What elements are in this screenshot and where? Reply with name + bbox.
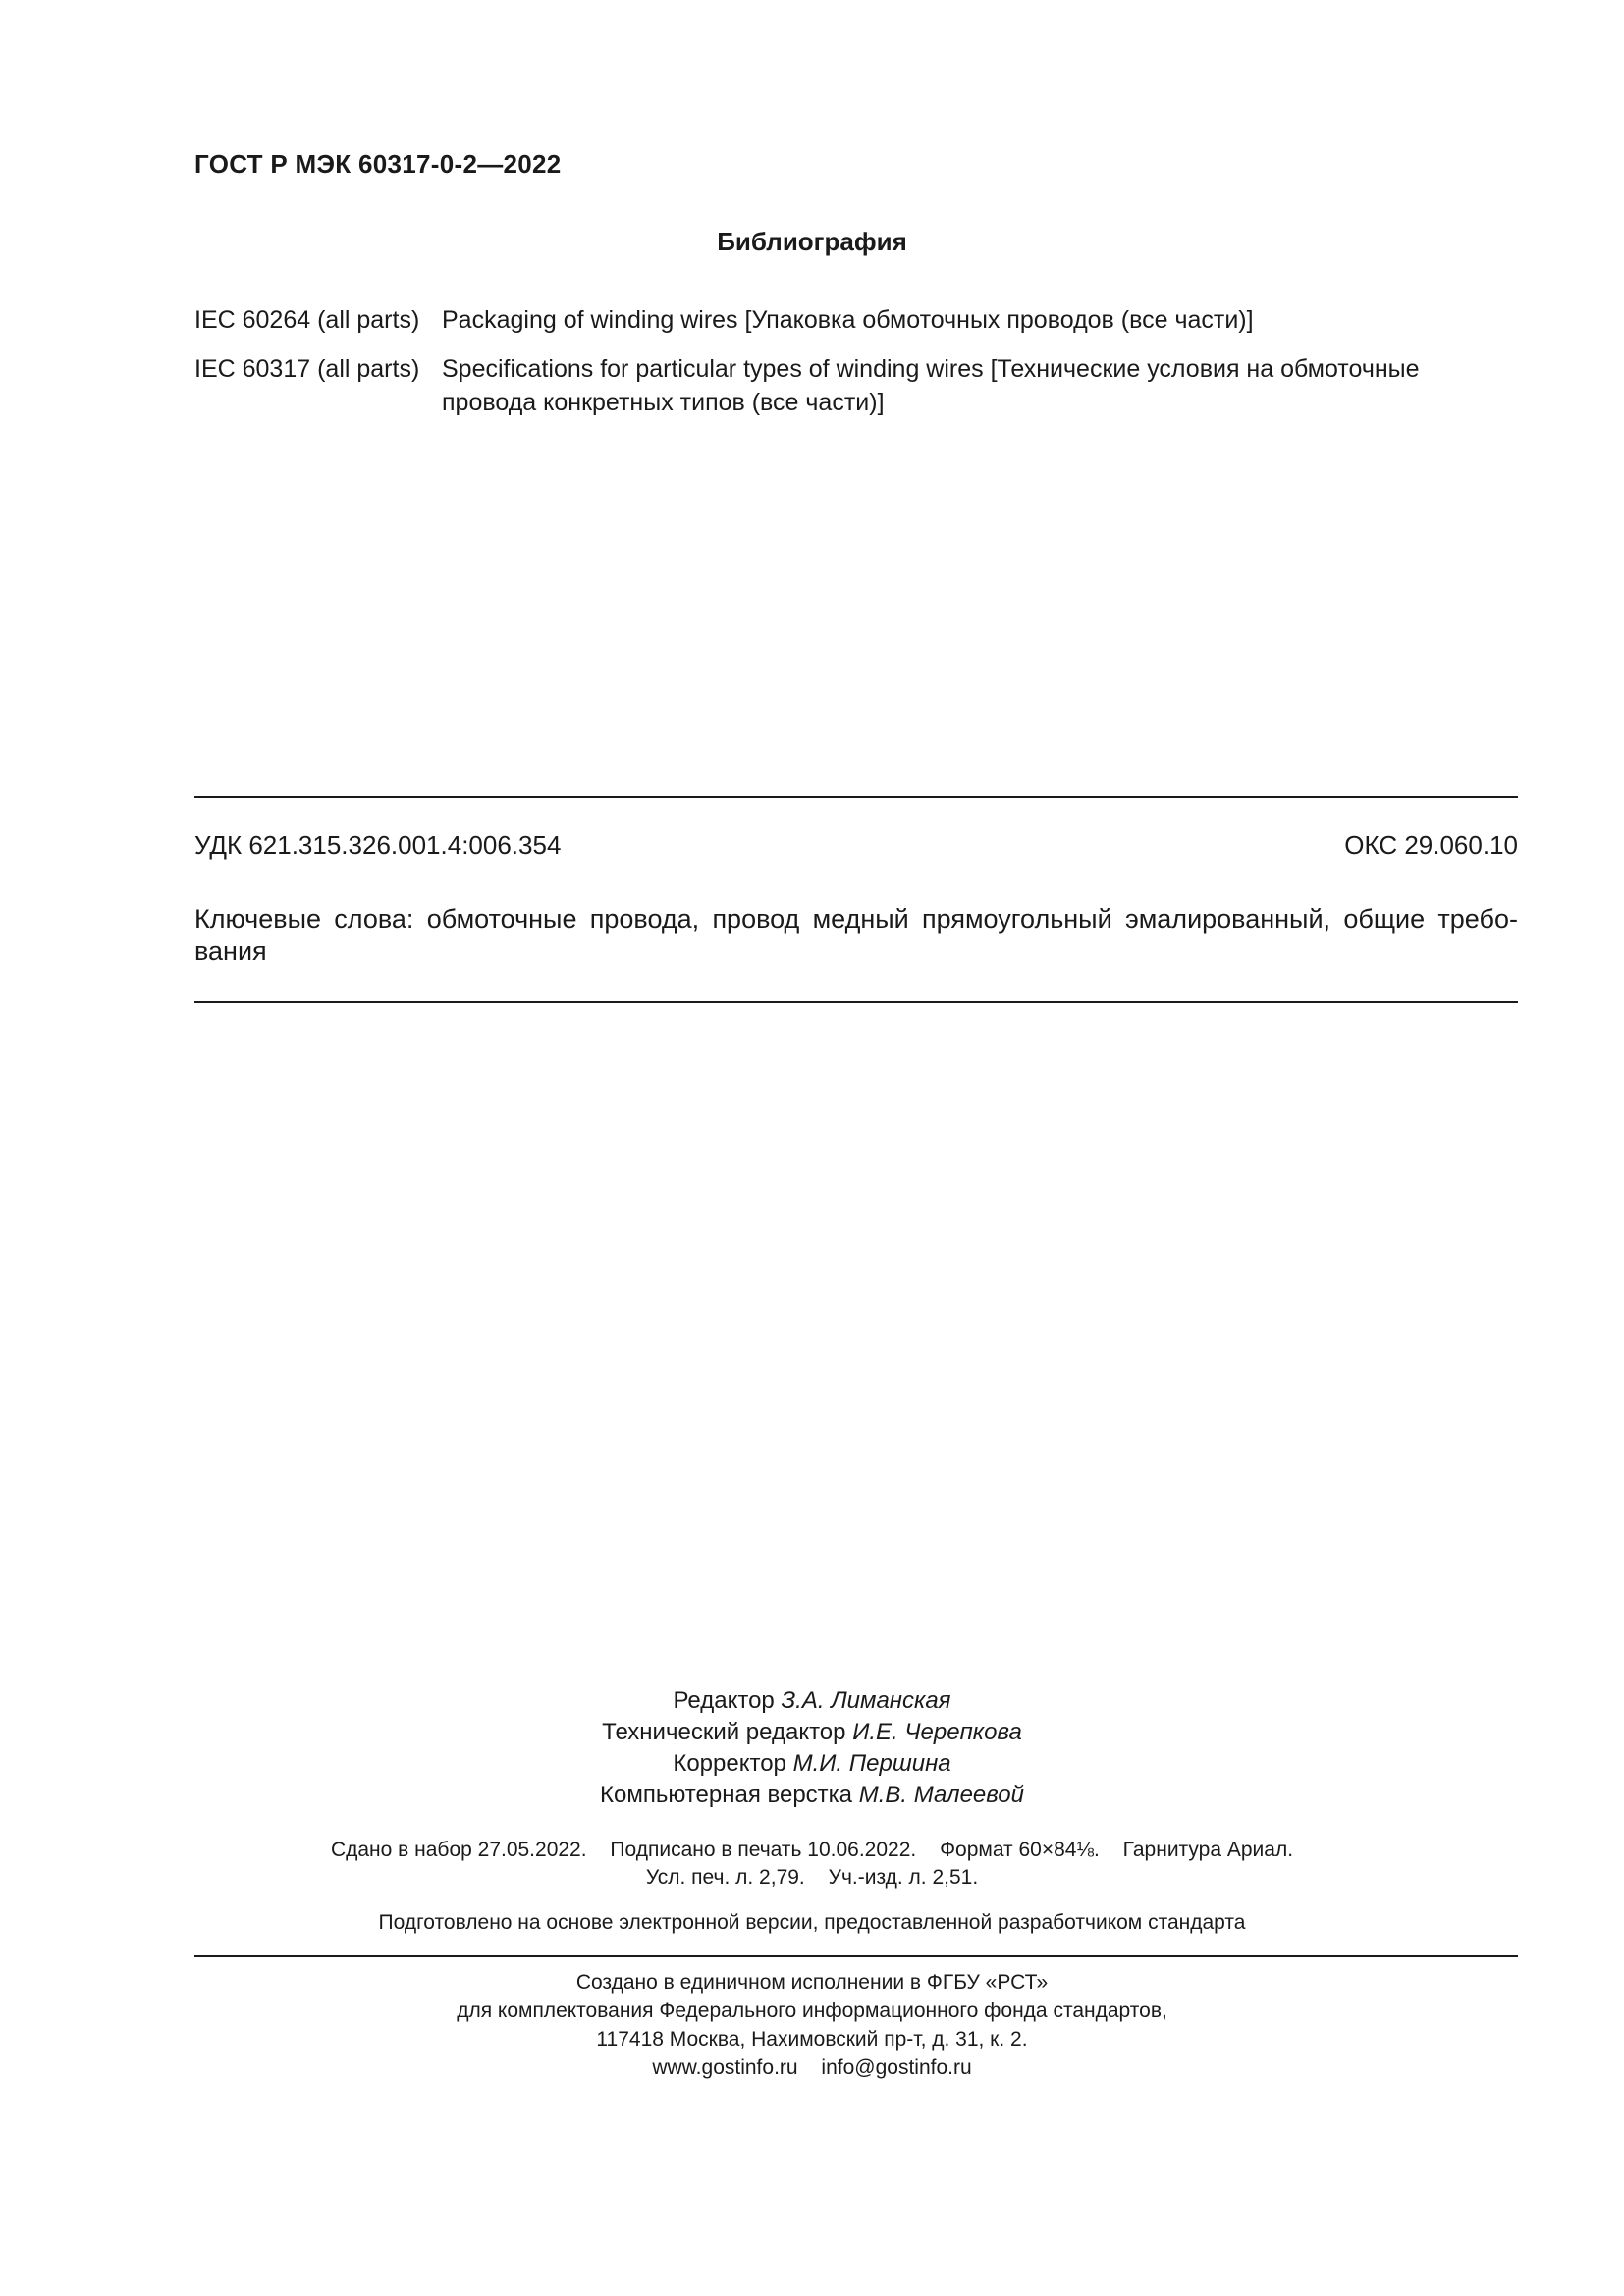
credit-role: Редактор [673, 1687, 775, 1714]
publisher-contacts [0, 2054, 1624, 2082]
publisher-info [0, 1968, 1624, 2082]
print-info [0, 1837, 1624, 1892]
bibliography-title: Библиография [717, 227, 907, 256]
classification-row [194, 830, 1518, 861]
paper-format: Формат 60×84⅛. [940, 1839, 1100, 1861]
oks-code: ОКС 29.060.10 [1344, 830, 1518, 860]
bibliography-ref: IEC 60317 (all parts) [194, 355, 420, 383]
credit-name: З.А. Лиманская [781, 1687, 951, 1714]
bibliography-entry-title: Specifications for particular types of winding wires [Технические условия на обмоточные провода конкретных типов (все части)] [442, 355, 1420, 416]
signed-date: Подписано в печать 10.06.2022. [610, 1839, 917, 1861]
divider-bottom [194, 1955, 1518, 1957]
print-info-line-2 [0, 1864, 1624, 1892]
bibliography-entry-title: Packaging of winding wires [Упаковка обмоточных проводов (все части)] [442, 306, 1254, 334]
bibliography-entry [194, 352, 1518, 419]
credits [0, 1685, 1624, 1811]
bibliography-ref: IEC 60264 (all parts) [194, 306, 420, 334]
submitted-date: Сдано в набор 27.05.2022. [330, 1839, 587, 1861]
keywords: Ключевые слова: обмоточные провода, провод медный прямоугольный эмалированный, общие требо-вания [194, 904, 1518, 966]
publisher-line: для комплектования Федерального информационного фонда стандартов, [457, 2000, 1167, 2022]
print-info-line-1 [0, 1837, 1624, 1864]
credit-name: М.И. Першина [792, 1750, 951, 1777]
udk-code: УДК 621.315.326.001.4:006.354 [194, 830, 562, 860]
credit-role: Компьютерная верстка [600, 1782, 853, 1808]
credit-role: Корректор [673, 1750, 786, 1777]
credit-role: Технический редактор [602, 1719, 846, 1745]
email-link[interactable]: info@gostinfo.ru [821, 2056, 972, 2079]
divider-top [194, 796, 1518, 798]
divider-middle [194, 1001, 1518, 1003]
publisher-address: 117418 Москва, Нахимовский пр-т, д. 31, к. 2. [596, 2028, 1028, 2051]
credit-line [0, 1717, 1624, 1748]
document-code: ГОСТ Р МЭК 60317-0-2—2022 [194, 149, 562, 179]
credit-name: М.В. Малеевой [858, 1782, 1024, 1808]
publisher-sheets: Уч.-изд. л. 2,51. [828, 1866, 979, 1889]
credit-line [0, 1748, 1624, 1780]
print-sheets: Усл. печ. л. 2,79. [645, 1866, 805, 1889]
typeface: Гарнитура Ариал. [1122, 1839, 1294, 1861]
bibliography-list [194, 303, 1518, 435]
credit-name: И.Е. Черепкова [852, 1719, 1022, 1745]
website-link[interactable]: www.gostinfo.ru [652, 2056, 798, 2079]
prepared-note: Подготовлено на основе электронной версии, предоставленной разработчиком стандарта [378, 1911, 1246, 1934]
bibliography-entry [194, 303, 1518, 337]
publisher-line: Создано в единичном исполнении в ФГБУ «РСТ» [575, 1971, 1049, 1994]
credit-line [0, 1685, 1624, 1717]
credit-line [0, 1780, 1624, 1811]
